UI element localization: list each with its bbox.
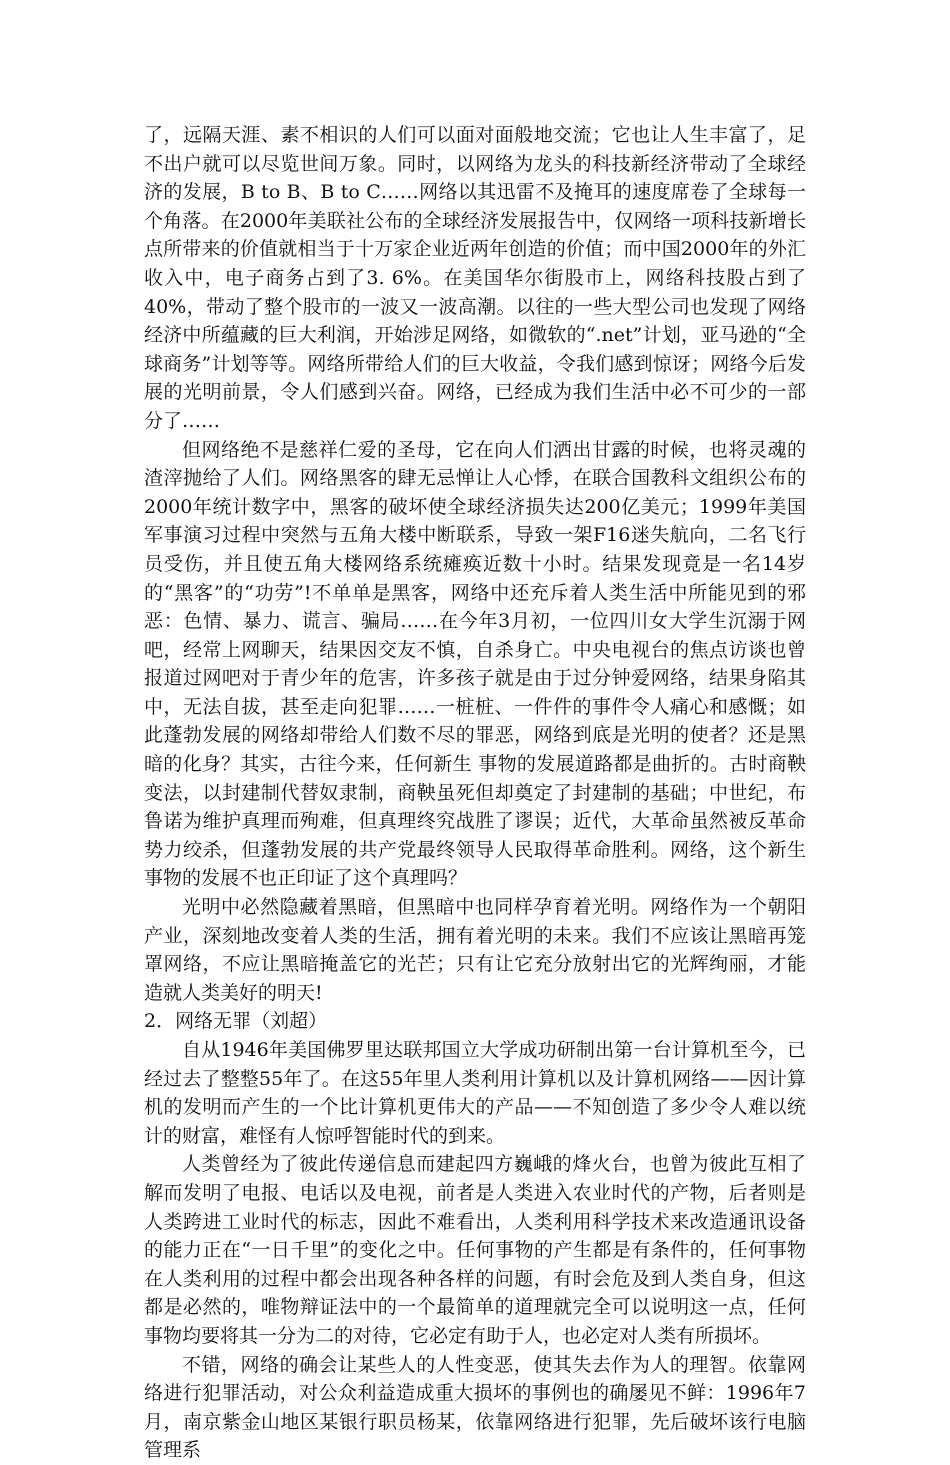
paragraph-communication-progress: 人类曾经为了彼此传递信息而建起四方巍峨的烽火台，也曾为彼此互相了解而发明了电报、电话以及电视，前者是人类进入农业时代的产物，后者则是人类跨进工业时代的标志，因此不难看出，人类利用科学技术来改造通讯设备的能力正在“一日千里”的变化之中。任何事物的产生都是有条件的，任何事物在人类利用的过程中都会出现各种各样的问题，有时会危及到人类自身，但这都是必然的，唯物辩证法中的一个最简单的道理就完全可以说明这一点，任何事物均要将其一分为二的对待，它必定有助于人，也必定对人类有所损坏。: [144, 1153, 806, 1347]
paragraph-network-benefits: 了，远隔天涯、素不相识的人们可以面对面般地交流；它也让人生丰富了，足不出户就可以尽览世间万象。同时，以网络为龙头的科技新经济带动了全球经济的发展，B to B、B to C……网络以其迅雷不及掩耳的速度席卷了全球每一个角落。在2000年美联社公布的全球经济发展报告中，仅网络一项科技新增长点所带来的价值就相当于十万家企业近两年创造的价值；而中国2000年的外汇收入中，电子商务占到了3. 6%。在美国华尔街股市上，网络科技股占到了40%，带动了整个股市的一波又一波高潮。以往的一些大型公司也发现了网络经济中所蕴藏的巨大利润，开始涉足网络，如微软的“.net”计划，亚马逊的“全球商务”计划等等。网络所带给人们的巨大收益，令我们感到惊讶；网络今后发展的光明前景，令人们感到兴奋。网络，已经成为我们生活中必不可少的一部分了……: [144, 124, 806, 432]
paragraph-light-and-dark: 光明中必然隐藏着黑暗，但黑暗中也同样孕育着光明。网络作为一个朝阳产业，深刻地改变着人类的生活，拥有着光明的未来。我们不应该让黑暗再笼罩网络，不应让黑暗掩盖它的光芒；只有让它充分放射出它的光辉绚丽，才能造就人类美好的明天!: [144, 896, 806, 1004]
paragraph-network-crime: 不错，网络的确会让某些人的人性变恶，使其失去作为人的理智。依靠网络进行犯罪活动，对公众利益造成重大损坏的事例也的确屡见不鲜：1996年7月，南京紫金山地区某银行职员杨某，依靠网络进行犯罪，先后破坏该行电脑管理系: [144, 1353, 806, 1462]
document-page: [144, 121, 806, 1465]
paragraph-network-dark-side: 但网络绝不是慈祥仁爱的圣母，它在向人们洒出甘露的时候，也将灵魂的渣滓抛给了人们。网络黑客的肆无忌惮让人心悸，在联合国教科文组织公布的2000年统计数字中，黑客的破坏使全球经济损失达200亿美元；1999年美国军事演习过程中突然与五角大楼中断联系，导致一架F16迷失航向，二名飞行员受伤，并且使五角大楼网络系统瘫痪近数十小时。结果发现竟是一名14岁的“黑客”的“功劳”!不单单是黑客，网络中还充斥着人类生活中所能见到的邪恶：色情、暴力、谎言、骗局……在今年3月初，一位四川女大学生沉溺于网吧，经常上网聊天，结果因交友不慎，自杀身亡。中央电视台的焦点访谈也曾报道过网吧对于青少年的危害，许多孩子就是由于过分钟爱网络，结果身陷其中，无法自拔，甚至走向犯罪……一桩桩、一件件的事件令人痛心和感慨；如此蓬勃发展的网络却带给人们数不尽的罪恶，网络到底是光明的使者？还是黑暗的化身？其实，古往今来，任何新生 事物的发展道路都是曲折的。古时商鞅变法，以封建制代替奴隶制，商鞅虽死但却奠定了封建制的基础；中世纪，布鲁诺为维护真理而殉难，但真理终究战胜了谬误；近代，大革命虽然被反革命势力绞杀，但蓬勃发展的共产党最终领导人民取得革命胜利。网络，这个新生事物的发展不也正印证了这个真理吗？: [144, 438, 806, 890]
section-heading: 2．网络无罪（刘超）: [144, 1010, 328, 1033]
paragraph-computer-history: 自从1946年美国佛罗里达联邦国立大学成功研制出第一台计算机至今，已经过去了整整55年了。在这55年里人类利用计算机以及计算机网络——因计算机的发明而产生的一个比计算机更伟大的产品——不知创造了多少令人难以统计的财富，难怪有人惊呼智能时代的到来。: [144, 1039, 806, 1147]
